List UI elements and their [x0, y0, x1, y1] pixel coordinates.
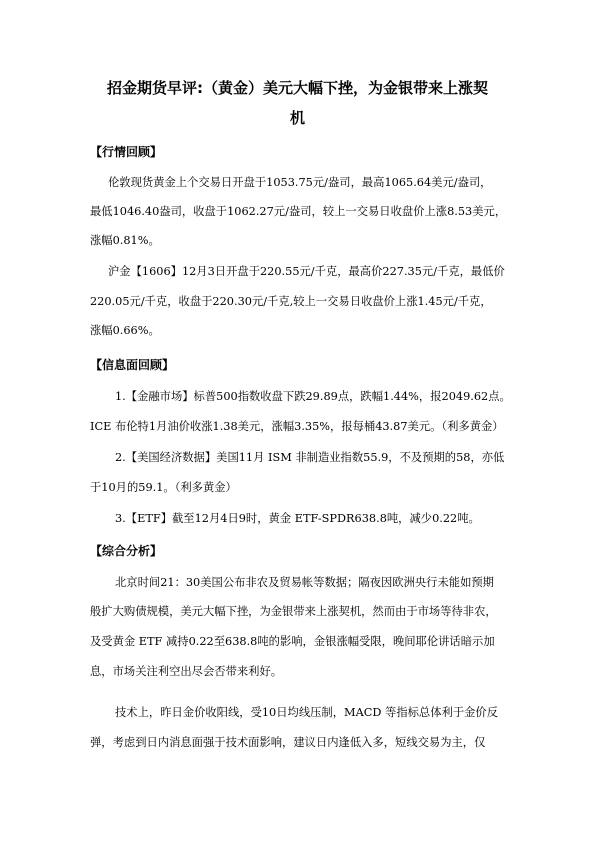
- analysis-p1-line-2: 般扩大购债规模，美元大幅下挫，为金银带来上涨契机，然而由于市场等待非农，: [90, 605, 497, 618]
- document-title-line-1: 招金期货早评:（黄金）美元大幅下挫，为金银带来上涨契: [106, 79, 488, 97]
- market-review-p2-line-1: 沪金【1606】12月3日开盘于220.55元/千克，最高价227.35元/千克，最低价: [108, 265, 505, 278]
- section-heading-analysis: 【综合分析】: [90, 544, 163, 558]
- analysis-p2-line-2: 弹，考虑到日内消息面强于技术面影响，建议日内逢低入多，短线交易为主，仅: [90, 736, 486, 749]
- news-item-3-line-1: 3.【ETF】截至12月4日9时，黄金 ETF-SPDR638.8吨，减少0.22吨。: [115, 512, 480, 525]
- analysis-p1-line-4: 息，市场关注利空出尽会否带来利好。: [90, 665, 283, 678]
- analysis-p1-line-1: 北京时间21：30美国公布非农及贸易帐等数据；隔夜因欧洲央行未能如预期: [115, 576, 494, 589]
- section-heading-news-review: 【信息面回顾】: [90, 358, 175, 372]
- news-item-1-line-2: ICE 布伦特1月油价收涨1.38美元，涨幅3.35%，报每桶43.87美元。（利多黄金）: [90, 420, 504, 433]
- analysis-p2-line-1: 技术上，昨日金价收阳线，受10日均线压制，MACD 等指标总体利于金价反: [115, 706, 499, 719]
- section-heading-market-review: 【行情回顾】: [90, 145, 163, 159]
- analysis-p1-line-3: 及受黄金 ETF 减持0.22至638.8吨的影响，金银涨幅受限，晚间耶伦讲话暗示加: [90, 635, 495, 648]
- market-review-p1-line-2: 最低1046.40盎司，收盘于1062.27元/盎司，较上一交易日收盘价上涨8.53美元，: [90, 205, 507, 218]
- market-review-p2-line-3: 涨幅0.66%。: [90, 324, 160, 337]
- document-title-line-2: 机: [289, 109, 305, 127]
- market-review-p2-line-2: 220.05元/千克，收盘于220.30元/千克,较上一交易日收盘价上涨1.45元/千克，: [90, 295, 492, 308]
- market-review-p1-line-1: 伦敦现货黄金上个交易日开盘于1053.75元/盎司，最高1065.64美元/盎司，: [108, 176, 492, 189]
- news-item-2-line-1: 2.【美国经济数据】美国11月 ISM 非制造业指数55.9，不及预期的58，亦低: [115, 451, 505, 464]
- market-review-p1-line-3: 涨幅0.81%。: [90, 234, 160, 247]
- news-item-1-line-1: 1.【金融市场】标普500指数收盘下跌29.89点，跌幅1.44%，报2049.62点。: [115, 390, 511, 403]
- news-item-2-line-2: 于10月的59.1。（利多黄金）: [90, 481, 237, 494]
